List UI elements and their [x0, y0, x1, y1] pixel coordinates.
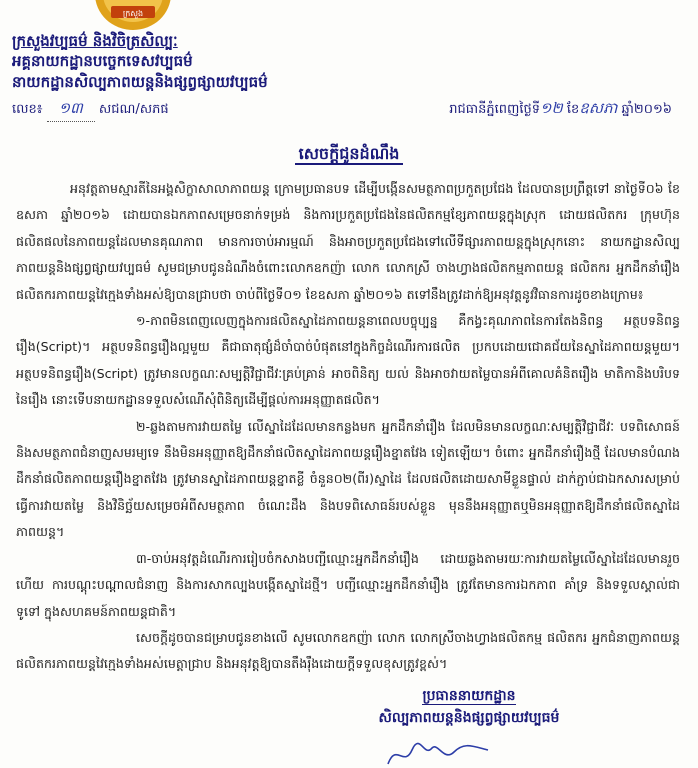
document-title-text: សេចក្តីជូនដំណឹង	[295, 144, 404, 165]
date-month: ឧសភា	[579, 99, 618, 117]
point-3-paragraph: ៣-ចាប់អនុវត្តដំណើរការរៀបចំកសាងបញ្ជីឈ្មោះអ្នកដឹកនាំរឿង ដោយឆ្លងតាមរយៈការវាយតម្លៃលើស្នាដៃដែលមានរួចហើយ ការបណ្តុះបណ្តាលជំនាញ និងការសាកល្បងបង្កើតស្នាដៃថ្មី។ បញ្ជីឈ្មោះអ្នកដឹកនាំរឿង ត្រូវតែមានការឯកភាព គាំទ្រ និងទទួលស្គាល់ជាទូទៅ ក្នុងសហគមន៍ភាពយន្តជាតិ។	[16, 550, 680, 619]
date-prefix: រាជធានីភ្នំពេញថ្ងៃទី	[449, 102, 541, 117]
reference-line	[12, 99, 169, 122]
date-month-label: ខែ	[566, 102, 580, 117]
date-line	[449, 99, 672, 121]
seal-text: ក្រសួង	[122, 9, 144, 18]
intro-paragraph: អនុវត្តតាមស្មារតីនៃអង្គសិក្ខាសាលាភាពយន្ត ក្រោមប្រធានបទ ដើម្បីបង្កើនសមត្ថភាពប្រកួតប្រជែង ដែលបានប្រព្រឹត្តទៅ នាថ្ងៃទី០៦ ខែឧសភា ឆ្នាំ២០១៦ ដោយបានឯកភាពសម្រេចនាក់ទម្រង់ និងការប្រកួតប្រជែងនៃផលិតកម្មខ្សែភាពយន្តក្នុងស្រុក ដោយផលិតករ ក្រុមហ៊ុន ផលិតផលនៃភាពយន្តដែលមានគុណភាព មានការចាប់អារម្មណ៍ និងអាចប្រកួតប្រជែងទៅលើទីផ្សារភាពយន្តក្នុងស្រុកនោះ នាយកដ្ឋានសិល្បភាពយន្តនិងផ្សព្វផ្សាយវប្បធម៌ សូមជម្រាបជូនដំណឹងចំពោះលោកឧកញ៉ា លោក លោកស្រី ចាងហ្វាងផលិតកម្មភាពយន្ត ផលិតករ អ្នកដឹកនាំរឿង ផលិតករភាពយន្តវៃក្មេងទាំងអស់ឱ្យបានជ្រាបថា ចាប់ពីថ្ងៃទី០១ ខែឧសភា ឆ្នាំ២០១៦ តទៅនឹងត្រូវដាក់ឱ្យអនុវត្តនូវវិធានការដូចខាងក្រោម៖	[16, 181, 680, 302]
document-title	[0, 143, 698, 167]
date-year: ២០១៦	[633, 102, 672, 117]
point-1-paragraph: ១-ភាពមិនពេញលេញក្នុងការផលិតស្នាដៃភាពយន្តនាពេលបច្ចុប្បន្ន គឺកង្វះគុណភាពនៃការតែងនិពន្ធ អត្ថបទនិពន្ធរឿង(Script)។ អត្ថបទនិពន្ធរឿងល្អមួយ គឺជាធាតុផ្សំដ៏ចាំបាច់បំផុតនៅក្នុងកិច្ចដំណើរការផលិត ប្រកបដោយជោគជ័យនៃស្នាដៃភាពយន្តមួយ។ អត្ថបទនិពន្ធរឿង(Script) ត្រូវមានលក្ខណៈសម្បត្តិវិជ្ជាជីវៈគ្រប់គ្រាន់ អាចពិនិត្យ យល់ និងអាចវាយតម្លៃបានអំពីគោលគំនិតរឿង មាតិកានិងបរិបទនៃរឿង នោះទើបនាយកដ្ឋានទទួលសំណើសុំពិនិត្យដើម្បីផ្តល់ការអនុញ្ញាតផលិត។	[16, 313, 680, 408]
reference-number: ១៣	[47, 99, 95, 122]
signatory-department: សិល្បភាពយន្តនិងផ្សព្វផ្សាយវប្បធម៌	[378, 710, 560, 726]
point-2-paragraph: ២-ឆ្លងតាមការវាយតម្លៃ លើស្នាដៃដែលមានកន្លងមក អ្នកដឹកនាំរឿង ដែលមិនមានលក្ខណៈសម្បត្តិវិជ្ជាជីវៈ បទពិសោធន៍ និងសមត្ថភាពជំនាញសមរម្យទេ នឹងមិនអនុញ្ញាតឱ្យដឹកនាំផលិតស្នាដៃភាពយន្តរឿងខ្នាតវែង ទៀតឡើយ។ ចំពោះ អ្នកដឹកនាំរឿងថ្មី ដែលមានបំណងដឹកនាំផលិតភាពយន្តរឿងខ្នាតវែង ត្រូវមានស្នាដៃភាពយន្តខ្នាតខ្លី ចំនួន០២(ពីរ)ស្នាដៃ ដែលផលិតដោយសាមីខ្លួនផ្ទាល់ ដាក់ភ្ជាប់ជាឯកសារសម្រាប់ធ្វើការវាយតម្លៃ និងវិនិច្ឆ័យសម្រេចអំពីសមត្ថភាព ចំណេះដឹង និងបទពិសោធន៍របស់ខ្លួន មុននឹងអនុញ្ញាតឬមិនអនុញ្ញាតឱ្យដឹកនាំផលិតស្នាដៃភាពយន្ត។	[16, 418, 680, 540]
signatory-title-text: ប្រធាននាយកដ្ឋាន	[422, 688, 516, 704]
document-body	[16, 176, 680, 678]
ministry-name: ក្រសួងវប្បធម៌ និងវិចិត្រសិល្បៈ	[12, 32, 178, 50]
closing-paragraph: សេចក្តីដូចបានជម្រាបជូនខាងលើ សូមលោកឧកញ៉ា លោក លោកស្រីចាងហ្វាងផលិតកម្ម ផលិតករ អ្នកជំនាញភាពយន្ត ផលិតករភាពយន្តវៃក្មេងទាំងអស់មេត្តាជ្រាប និងអនុវត្តឱ្យបានតឹងរ៉ឹងដោយក្តីទទួលខុសត្រូវខ្ពស់។	[16, 629, 680, 672]
department-name: នាយកដ្ឋានសិល្បភាពយន្តនិងផ្សព្វផ្សាយវប្បធម៌	[12, 73, 268, 91]
reference-suffix: សជណ/សភផ	[98, 102, 169, 117]
directorate-name: អគ្គនាយកដ្ឋានបច្ចេកទេសវប្បធម៌	[12, 52, 193, 70]
ministry-seal-logo	[93, 0, 173, 32]
date-year-label: ឆ្នាំ	[621, 102, 634, 117]
signatory-title	[120, 686, 698, 707]
date-day: ១២	[540, 99, 563, 117]
reference-label: លេខ៖	[12, 102, 43, 117]
handwritten-signature	[384, 738, 494, 768]
